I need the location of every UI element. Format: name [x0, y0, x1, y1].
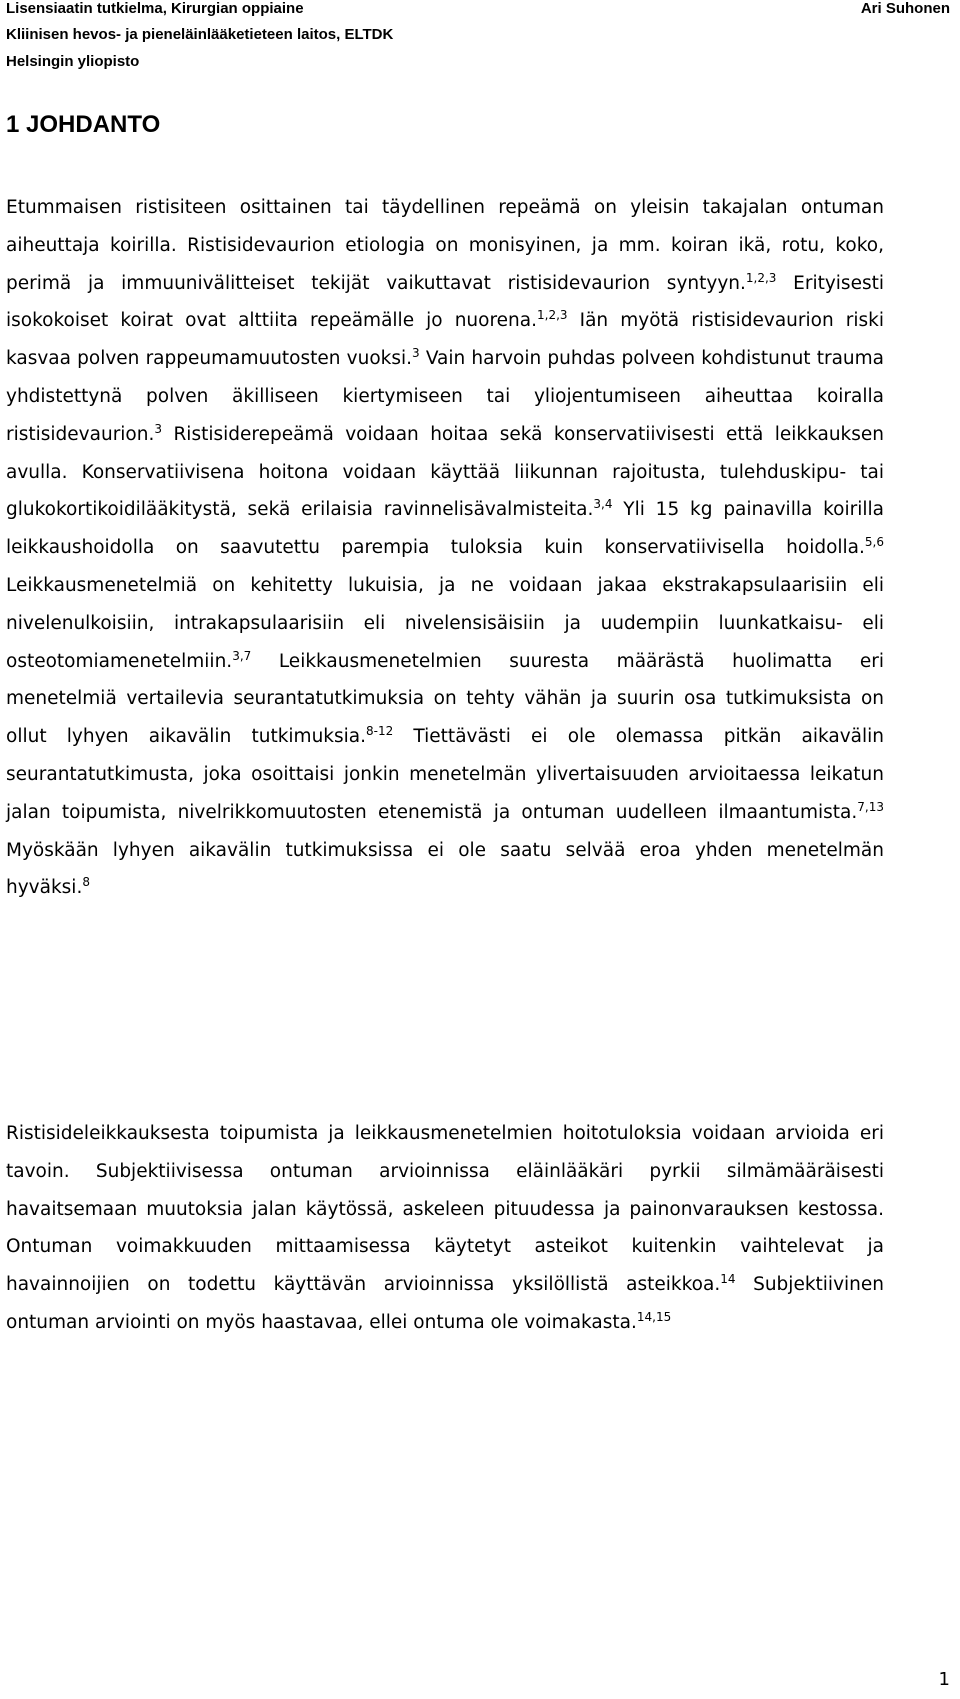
- body-paragraph-1: [6, 189, 884, 907]
- citation-superscript: 5,6: [864, 535, 884, 550]
- citation-superscript: 7,13: [857, 799, 884, 814]
- citation-superscript: 14: [720, 1272, 736, 1287]
- paragraph-text: Subjektiivinen ontuman arviointi on myös haastavaa, ellei ontuma ole voimakasta.: [6, 1274, 884, 1333]
- citation-superscript: 3: [412, 346, 420, 361]
- section-title: 1 JOHDANTO: [6, 111, 161, 138]
- citation-superscript: 3,4: [593, 497, 613, 512]
- paragraph-text: Ristisiderepeämä voidaan hoitaa sekä konservatiivisesti että leikkauksen avulla. Konservatiivisena hoitona voidaan käyttää liikunnan rajoitusta, tulehduskipu- tai glukokortikoidilääkitystä, sekä erilaisia ravinnelisävalmisteita.: [6, 423, 884, 521]
- header-author: Ari Suhonen: [860, 0, 950, 17]
- citation-superscript: 14,15: [636, 1309, 672, 1324]
- citation-superscript: 8-12: [366, 724, 394, 739]
- paragraph-text: Leikkausmenetelmien suuresta määrästä huolimatta eri menetelmiä vertailevia seurantatutkimuksia on tehty vähän ja suurin osa tutkimuksista on ollut lyhyen aikavälin tutkimuksia.: [6, 650, 884, 748]
- citation-superscript: 3,7: [232, 648, 252, 663]
- paragraph-text: Ristisideleikkauksesta toipumista ja leikkausmenetelmien hoitotuloksia voidaan arvioida eri tavoin. Subjektiivisessa ontuman arvioinnissa eläinlääkäri pyrkii silmämääräisesti havaitsemaan muutoksia jalan käytössä, askeleen pituudessa ja painonvarauksen kestossa. Ontuman voimakkuuden mittaamisessa käytetyt asteikot kuitenkin vaihtelevat ja havainnoijien on todettu käyttävän arvioinnissa yksilöllistä asteikkoa.: [6, 1123, 884, 1296]
- page-number: 1: [938, 1669, 950, 1690]
- header-line-university: Helsingin yliopisto: [6, 53, 140, 70]
- citation-superscript: 1,2,3: [537, 308, 568, 323]
- body-paragraph-2: [6, 1115, 884, 1342]
- header-line-thesis: Lisensiaatin tutkielma, Kirurgian oppiaine: [6, 0, 304, 17]
- citation-superscript: 3: [154, 421, 163, 436]
- paragraph-text: Tiettävästi ei ole olemassa pitkän aikavälin seurantatutkimusta, joka osoittaisi jonkin menetelmän ylivertaisuuden arvioitaessa leikatun jalan toipumista, nivelrikkomuutosten etenemistä ja ontuman uudelleen ilmaantumista.: [6, 726, 884, 823]
- paragraph-text: Etummaisen ristisiteen osittainen tai täydellinen repeämä on yleisin takajalan ontuman aiheuttaja koirilla. Ristisidevaurion etiologia on monisyinen, ja mm. koiran ikä, rotu, koko, perimä ja immuunivälitteiset tekijät vaikuttavat ristisidevaurion syntyyn.: [6, 197, 884, 294]
- paragraph-text: Vain harvoin puhdas polveen kohdistunut trauma yhdistettynä polven äkilliseen kiertymiseen tai yliojentumiseen aiheuttaa koiralla ristisidevaurion.: [6, 348, 884, 445]
- citation-superscript: 1,2,3: [745, 270, 777, 285]
- header-line-department: Kliinisen hevos- ja pieneläinlääketieteen laitos, ELTDK: [6, 26, 394, 43]
- paragraph-text: Erityisesti isokokoiset koirat ovat alttiita repeämälle jo nuorena.: [6, 272, 884, 332]
- citation-superscript: 8: [82, 875, 90, 890]
- paragraph-text: Iän myötä ristisidevaurion riski kasvaa polven rappeumamuutosten vuoksi.: [6, 310, 884, 370]
- paragraph-text: Myöskään lyhyen aikavälin tutkimuksissa ei ole saatu selvää eroa yhden menetelmän hyväksi.: [6, 839, 884, 899]
- paragraph-text: Leikkausmenetelmiä on kehitetty lukuisia, ja ne voidaan jakaa ekstrakapsulaarisiin eli nivelenulkoisiin, intrakapsulaarisiin eli nivelensisäisiin ja uudempiin luunkatkaisu- eli osteotomiamenetelmiin.: [6, 574, 884, 672]
- paragraph-text: Yli 15 kg painavilla koirilla leikkaushoidolla on saavutettu parempia tuloksia kuin konservatiivisella hoidolla.: [6, 499, 884, 559]
